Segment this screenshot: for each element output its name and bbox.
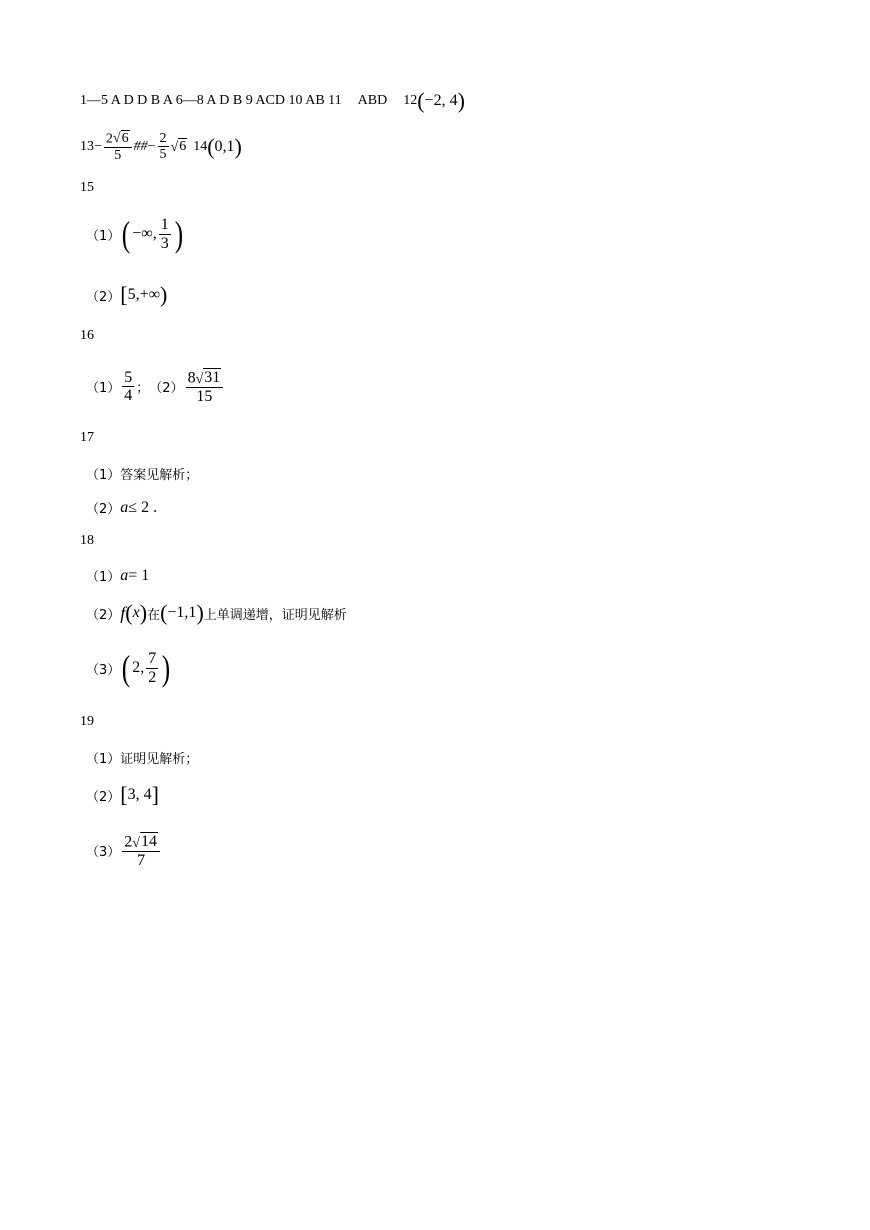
q17-part-1: （1）答案见解析；	[86, 468, 199, 483]
answer-13-label: 13	[80, 138, 94, 154]
q19-part-2: （2） [ 3, 4 ]	[86, 782, 159, 807]
answer-12-label: 12	[403, 93, 418, 108]
answer-line-1: 1—5 A D D B A 6—8 A D B 9 ACD 10 AB 11 ABD 12 ( −2, 4 )	[80, 88, 465, 113]
q16-label: 16	[80, 328, 94, 343]
answer-14-label: 14	[193, 138, 208, 154]
answer-13-radical: √ 6	[170, 139, 187, 155]
answer-11: ABD	[357, 93, 388, 108]
answer-13-fraction-1: 2 √ 6 5	[104, 130, 132, 163]
answer-12-interval: −2, 4	[424, 92, 458, 109]
q18-part-1: （1） a = 1	[86, 566, 150, 585]
q18-part-2: （2） f ( x ) 在 ( −1,1 ) 上单调递增，证明见解析	[86, 600, 347, 625]
q15-part-1: （1） ( −∞, $\frac{1}{3}$ )	[86, 214, 183, 255]
q19-part-3: （3） 2 √ 14 7	[86, 832, 162, 870]
q15-label: 15	[80, 180, 94, 195]
q19-label: 19	[80, 714, 94, 729]
answer-line-2: 13 − 2 √ 6 5 ## − $\frac{2}{5}$ √ 6 14 ( 0,1 )	[80, 130, 242, 163]
q19-part-1: （1）证明见解析；	[86, 752, 199, 767]
q15-part-2: （2） [ 5,+∞ )	[86, 282, 168, 307]
answer-14-interval: 0,1	[214, 137, 235, 155]
q18-label: 18	[80, 533, 94, 548]
answers-1-11: 1—5 A D D B A 6—8 A D B 9 ACD 10 AB 11	[80, 93, 342, 108]
q18-part-3: （3） ( 2, $\frac{7}{2}$ )	[86, 648, 171, 689]
q16-parts: （1） $\frac{5}{4}$ ； （2） 8 √ 31 15	[86, 368, 225, 406]
separator: ##	[133, 138, 148, 154]
answer-13-fraction-2: $\frac{2}{5}$	[159, 130, 167, 163]
q17-part-2: （2） a ≤ 2 .	[86, 498, 158, 517]
q17-label: 17	[80, 430, 94, 445]
